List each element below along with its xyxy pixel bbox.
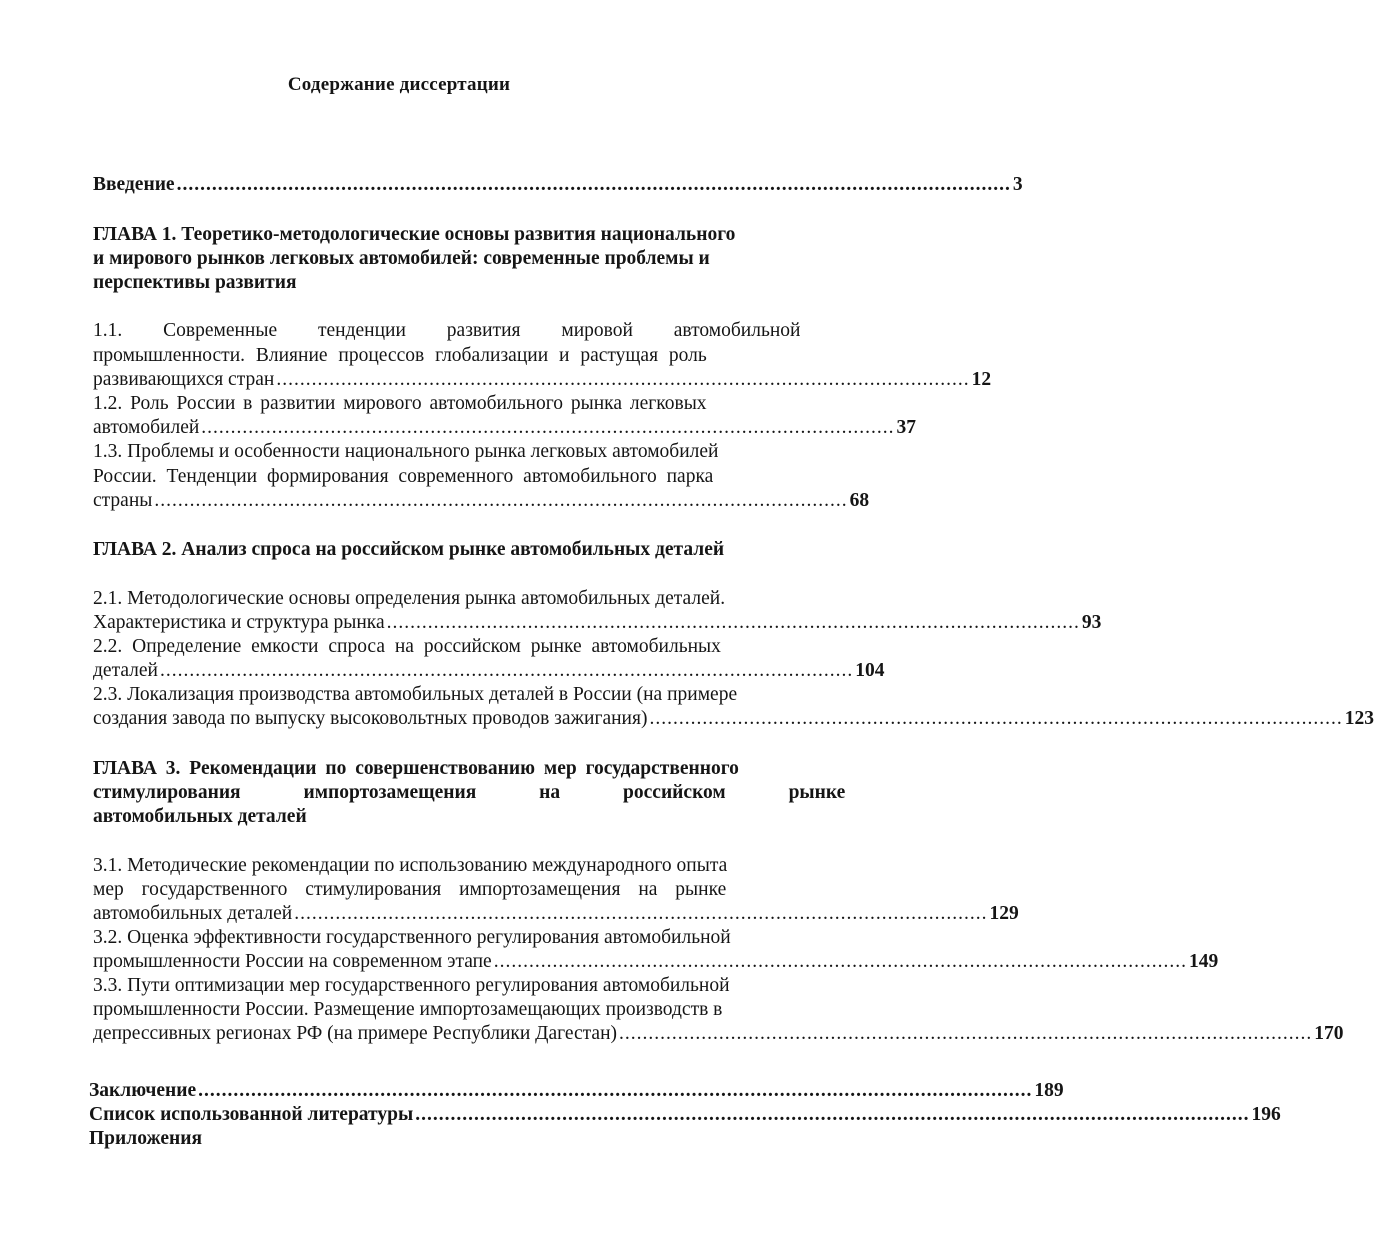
toc-entry-3-1-line: 3.1. Методические рекомендации по использованию международного опыта xyxy=(93,855,728,876)
leader-dots: ...................................................................................................................... xyxy=(159,660,854,681)
toc-entry-2-2 xyxy=(93,658,885,683)
toc-entry-label: автомобилей xyxy=(93,417,200,438)
toc-page-number: 123 xyxy=(1344,708,1374,729)
chapter1-heading-line: и мирового рынков легковых автомобилей: современные проблемы и xyxy=(93,248,710,269)
toc-page-number: 68 xyxy=(849,490,870,511)
toc-entry-1-3-line: 1.3. Проблемы и особенности национального рынка легковых автомобилей xyxy=(93,441,719,462)
page-title: Содержание диссертации xyxy=(287,74,511,95)
toc-entry-label: развивающихся стран xyxy=(93,369,275,390)
leader-dots: ...................................................................................................................... xyxy=(386,612,1080,633)
leader-dots: ...................................................................................................................... xyxy=(649,708,1343,729)
chapter3-heading-line: ГЛАВА 3. Рекомендации по совершенствованию мер государственного xyxy=(93,758,739,779)
toc-page-number: 196 xyxy=(1251,1104,1281,1125)
toc-entry-label: создания завода по выпуску высоковольтных проводов зажигания) xyxy=(93,708,648,729)
toc-entry-3-1-line: мер государственного стимулирования импортозамещения на рынке xyxy=(93,879,727,900)
toc-entry-label: деталей xyxy=(93,660,158,681)
chapter1-heading-line: перспективы развития xyxy=(93,272,297,293)
toc-entry-label: Введение xyxy=(93,174,175,195)
toc-page-number: 149 xyxy=(1188,951,1219,972)
toc-entry-1-3 xyxy=(93,488,870,513)
chapter1-heading-line: ГЛАВА 1. Теоретико-методологические основы развития национального xyxy=(93,224,736,245)
toc-entry-1-2 xyxy=(93,415,917,440)
toc-entry-1-1-line: промышленности. Влияние процессов глобализации и растущая роль xyxy=(93,345,707,366)
toc-entry-label: Заключение xyxy=(89,1080,197,1101)
leader-dots: .............................................................................................................................................. xyxy=(198,1080,1033,1101)
toc-page-number: 93 xyxy=(1081,612,1102,633)
toc-page-number: 170 xyxy=(1314,1023,1344,1044)
toc-entry-label: Список использованной литературы xyxy=(89,1104,414,1125)
toc-entry-label: Характеристика и структура рынка xyxy=(93,612,385,633)
toc-page-number: 104 xyxy=(855,660,885,681)
toc-entry-3-2-line: 3.2. Оценка эффективности государственного регулирования автомобильной xyxy=(93,927,731,948)
toc-entry-intro xyxy=(93,172,1023,197)
leader-dots: ...................................................................................................................... xyxy=(154,490,848,511)
toc-page-number: 37 xyxy=(896,417,917,438)
toc-entry-2-3 xyxy=(93,706,1374,731)
toc-entry-1-1-line: 1.1. Современные тенденции развития мировой автомобильной xyxy=(93,320,801,341)
toc-entry-3-2 xyxy=(93,949,1219,974)
toc-entry-2-2-line: 2.2. Определение емкости спроса на российском рынке автомобильных xyxy=(93,636,721,657)
toc-entry-3-3-line: 3.3. Пути оптимизации мер государственного регулирования автомобильной xyxy=(93,975,730,996)
toc-entry-label: автомобильных деталей xyxy=(93,903,293,924)
toc-entry-3-3 xyxy=(93,1021,1344,1046)
toc-page-number: 12 xyxy=(971,369,992,390)
toc-entry-references xyxy=(89,1102,1281,1127)
toc-entry-2-1-line: 2.1. Методологические основы определения рынка автомобильных деталей. xyxy=(93,588,726,609)
toc-entry-1-2-line: 1.2. Роль России в развитии мирового автомобильного рынка легковых xyxy=(93,393,707,414)
toc-entry-conclusion xyxy=(89,1078,1064,1103)
leader-dots: ...................................................................................................................... xyxy=(619,1023,1313,1044)
leader-dots: ...................................................................................................................... xyxy=(294,903,988,924)
chapter2-heading: ГЛАВА 2. Анализ спроса на российском рынке автомобильных деталей xyxy=(93,539,725,560)
leader-dots: .............................................................................................................................................. xyxy=(176,174,1011,195)
leader-dots: .............................................................................................................................................. xyxy=(415,1104,1250,1125)
toc-entry-label: промышленности России на современном этапе xyxy=(93,951,492,972)
toc-page-number: 189 xyxy=(1034,1080,1064,1101)
toc-entry-3-3-line: промышленности России. Размещение импортозамещающих производств в xyxy=(93,999,723,1020)
chapter3-heading-line: стимулирования импортозамещения на российском рынке xyxy=(93,782,846,803)
toc-entry-3-1 xyxy=(93,901,1019,926)
leader-dots: ...................................................................................................................... xyxy=(201,417,895,438)
toc-page-number: 129 xyxy=(989,903,1019,924)
toc-page-number: 3 xyxy=(1012,174,1023,195)
leader-dots: ...................................................................................................................... xyxy=(276,369,970,390)
leader-dots: ...................................................................................................................... xyxy=(493,951,1187,972)
toc-entry-2-3-line: 2.3. Локализация производства автомобильных деталей в России (на примере xyxy=(93,684,738,705)
chapter3-heading-line: автомобильных деталей xyxy=(93,806,307,827)
toc-entry-1-1 xyxy=(93,367,992,392)
toc-entry-appendix: Приложения xyxy=(89,1128,203,1149)
toc-entry-1-3-line: России. Тенденции формирования современного автомобильного парка xyxy=(93,466,714,487)
toc-entry-2-1 xyxy=(93,610,1102,635)
toc-entry-label: страны xyxy=(93,490,153,511)
toc-entry-label: депрессивных регионах РФ (на примере Республики Дагестан) xyxy=(93,1023,618,1044)
